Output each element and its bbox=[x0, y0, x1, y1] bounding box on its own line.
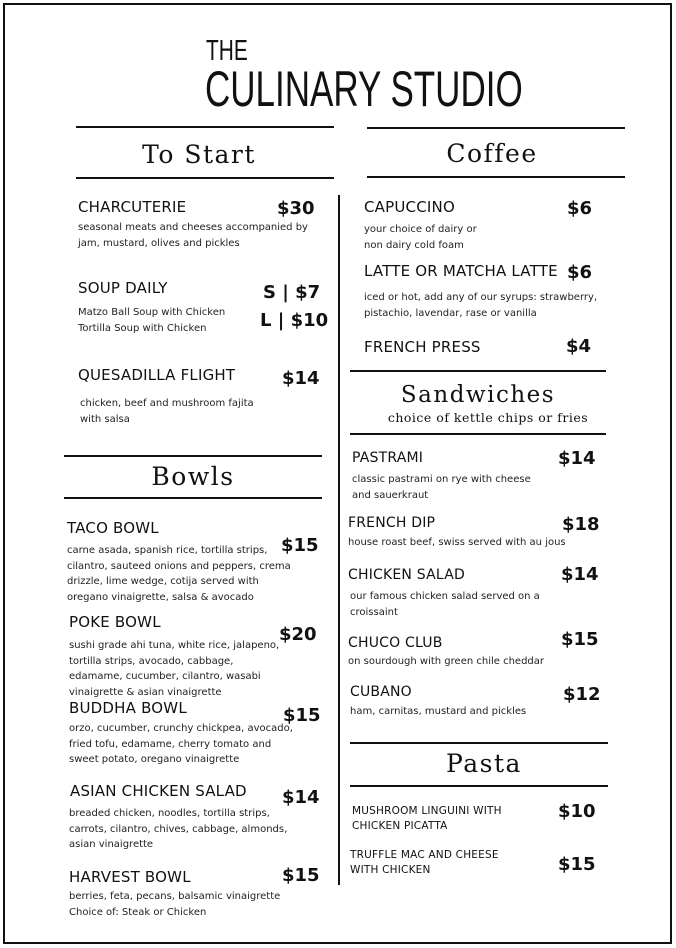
divider bbox=[350, 433, 606, 435]
item-description: breaded chicken, noodles, tortilla strips, carrots, cilantro, chives, cabbage, almonds, asian vinaigrette bbox=[69, 808, 288, 850]
item-price: $15 bbox=[558, 854, 596, 875]
item-price-small: S | $7 bbox=[263, 282, 321, 303]
item-description: sushi grade ahi tuna, white rice, jalapeno, tortilla strips, avocado, cabbage, edamame, cucumber, cilantro, wasabi vinaigrette & asian vinaigrette bbox=[69, 640, 280, 698]
item-description: classic pastrami on rye with cheese and sauerkraut bbox=[352, 474, 531, 501]
item-description: house roast beef, swiss served with au jous bbox=[348, 537, 566, 548]
section-title-coffee: Coffee bbox=[446, 139, 538, 168]
item-name: TACO BOWL bbox=[67, 519, 159, 537]
section-subtitle-sandwiches: choice of kettle chips or fries bbox=[387, 410, 589, 425]
item-name: FRENCH DIP bbox=[348, 515, 436, 531]
item-description: iced or hot, add any of our syrups: strawberry, pistachio, lavendar, rase or vanilla bbox=[364, 292, 598, 319]
divider bbox=[64, 455, 322, 457]
item-name: TRUFFLE MAC AND CHEESE WITH CHICKEN bbox=[350, 849, 499, 876]
item-name: BUDDHA BOWL bbox=[69, 699, 187, 717]
item-description: berries, feta, pecans, balsamic vinaigrette bbox=[69, 891, 281, 902]
item-name: CAPUCCINO bbox=[364, 198, 455, 216]
item-name: SOUP DAILY bbox=[78, 279, 168, 297]
divider bbox=[367, 176, 625, 178]
item-name: FRENCH PRESS bbox=[364, 338, 481, 356]
section-title-pasta: Pasta bbox=[446, 749, 522, 778]
item-name: QUESADILLA FLIGHT bbox=[78, 366, 236, 384]
section-title-bowls: Bowls bbox=[151, 462, 235, 491]
item-price-large: L | $10 bbox=[260, 310, 329, 331]
item-description: our famous chicken salad served on a croissaint bbox=[350, 591, 540, 618]
item-price: $18 bbox=[562, 514, 600, 535]
item-description: Matzo Ball Soup with Chicken bbox=[78, 307, 226, 318]
item-description: on sourdough with green chile cheddar bbox=[348, 656, 545, 667]
item-name: CHARCUTERIE bbox=[78, 198, 187, 216]
item-description: Tortilla Soup with Chicken bbox=[78, 323, 207, 334]
item-name: PASTRAMI bbox=[352, 450, 424, 466]
item-description: chicken, beef and mushroom fajita with salsa bbox=[80, 398, 254, 425]
item-description: your choice of dairy or non dairy cold foam bbox=[364, 224, 477, 251]
item-price: $4 bbox=[566, 336, 592, 357]
section-title-sandwiches: Sandwiches bbox=[400, 382, 556, 408]
item-price: $10 bbox=[558, 801, 596, 822]
divider bbox=[367, 127, 625, 129]
item-price: $30 bbox=[277, 198, 315, 219]
item-price: $14 bbox=[558, 448, 596, 469]
item-name: CHUCO CLUB bbox=[348, 635, 443, 651]
item-price: $14 bbox=[282, 368, 320, 389]
item-price: $6 bbox=[567, 262, 593, 283]
divider bbox=[76, 126, 334, 128]
divider bbox=[76, 177, 334, 179]
item-name: HARVEST BOWL bbox=[69, 868, 191, 886]
item-price: $6 bbox=[567, 198, 593, 219]
item-name: ASIAN CHICKEN SALAD bbox=[70, 782, 247, 800]
divider bbox=[350, 370, 606, 372]
item-name: MUSHROOM LINGUINI WITH CHICKEN PICATTA bbox=[352, 805, 502, 832]
item-price: $14 bbox=[561, 564, 599, 585]
item-description: ham, carnitas, mustard and pickles bbox=[350, 706, 527, 717]
item-price: $15 bbox=[283, 705, 321, 726]
item-price: $12 bbox=[563, 684, 601, 705]
item-price: $15 bbox=[282, 865, 320, 886]
divider bbox=[350, 785, 608, 787]
item-price: $15 bbox=[561, 629, 599, 650]
section-title-to-start: To Start bbox=[142, 140, 256, 169]
item-name: POKE BOWL bbox=[69, 613, 161, 631]
item-description: seasonal meats and cheeses accompanied by jam, mustard, olives and pickles bbox=[78, 222, 308, 249]
brand-line-1: THE bbox=[206, 35, 248, 67]
item-description: Choice of: Steak or Chicken bbox=[69, 907, 207, 918]
item-description: carne asada, spanish rice, tortilla strips, cilantro, sauteed onions and peppers, crema drizzle, lime wedge, cotija served with oregano vinaigrette, salsa & avocado bbox=[67, 545, 291, 603]
item-name: CUBANO bbox=[350, 684, 412, 700]
divider bbox=[64, 497, 322, 499]
brand-line-2: CULINARY STUDIO bbox=[205, 61, 523, 117]
divider bbox=[350, 742, 608, 744]
item-description: orzo, cucumber, crunchy chickpea, avocado, fried tofu, edamame, cherry tomato and sweet potato, oregano vinaigrette bbox=[69, 723, 293, 765]
item-name: LATTE OR MATCHA LATTE bbox=[364, 262, 558, 280]
item-name: CHICKEN SALAD bbox=[348, 567, 465, 583]
item-price: $14 bbox=[282, 787, 320, 808]
item-price: $20 bbox=[279, 624, 317, 645]
column-separator bbox=[338, 195, 340, 885]
item-price: $15 bbox=[281, 535, 319, 556]
